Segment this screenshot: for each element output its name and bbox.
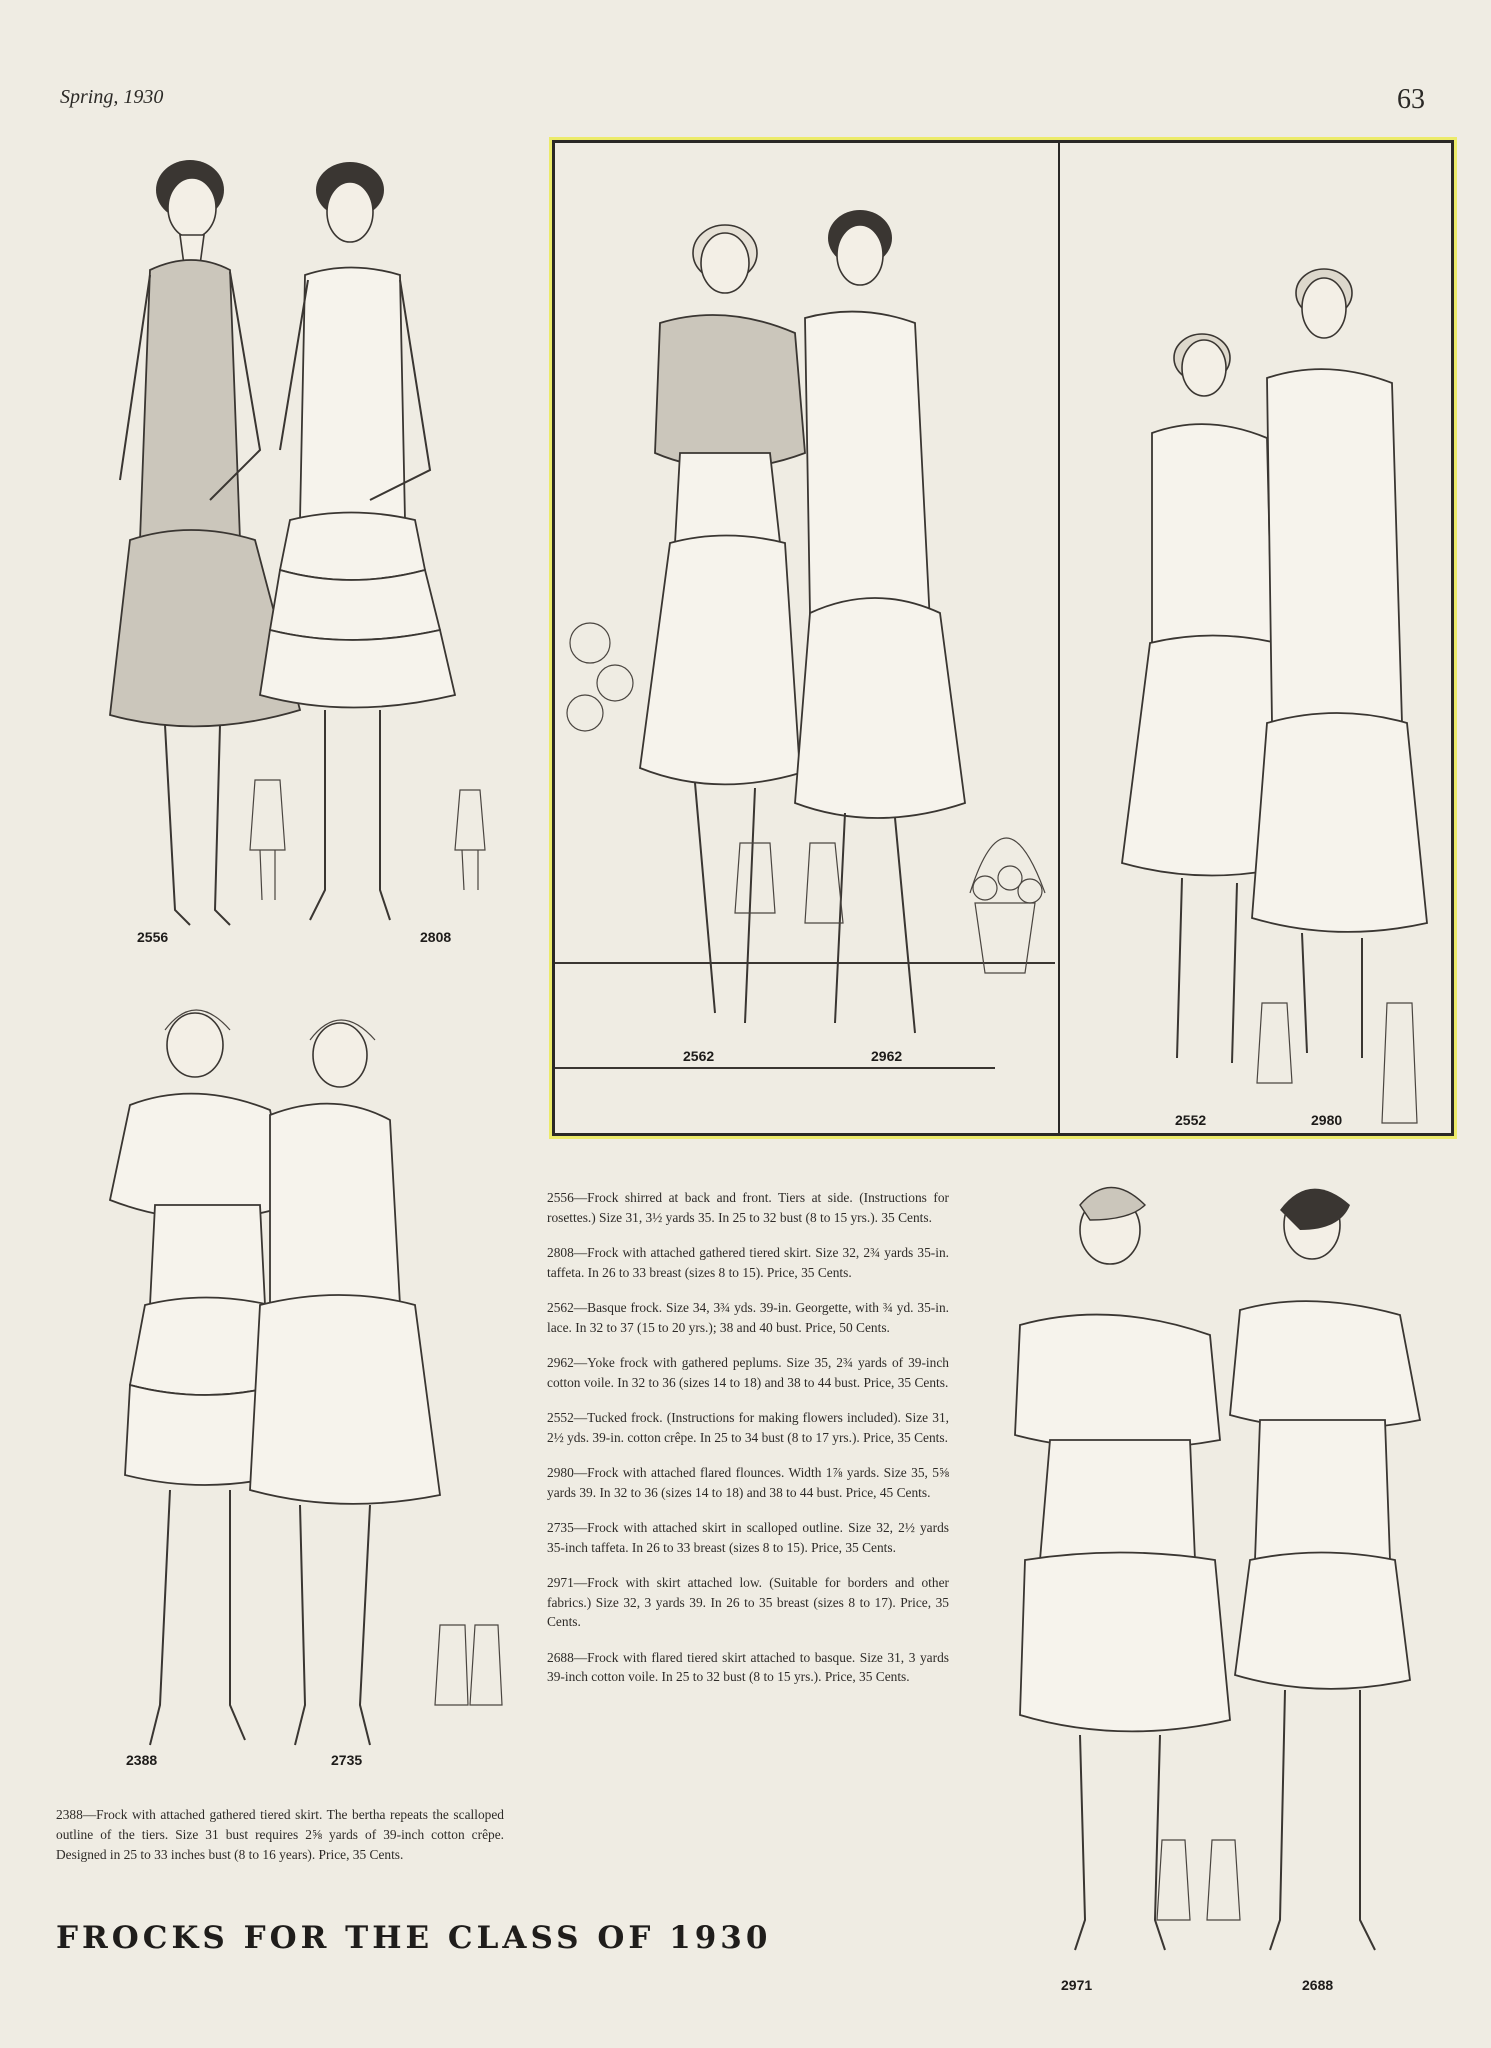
figure-label-2688: 2688 — [1302, 1977, 1334, 1993]
illustration-2552-2980 — [1062, 143, 1446, 1128]
description-2556: 2556—Frock shirred at back and front. Tiers at side. (Instructions for rosettes.) Size 31, 3½ yards 35. In 25 to 32 bust (8 to 15 yrs.). 35 Cents. — [547, 1190, 949, 1225]
page-title: FROCKS FOR THE CLASS OF 1930 — [56, 1920, 772, 1956]
description-2688: 2688—Frock with flared tiered skirt attached to basque. Size 31, 3 yards 39-inch cotton voile. In 25 to 32 bust (8 to 15 yrs.). Price, 35 Cents. — [547, 1649, 949, 1684]
illustration-2388-2735 — [70, 985, 510, 1785]
description-2388: 2388—Frock with attached gathered tiered skirt. The bertha repeats the scalloped outline of the tiers. Size 31 bust requires 2⅝ yards of 39-inch cotton crêpe. Designed in 25 to 33 inches bust (8 to 16 years). Price, 35 Cents. — [56, 1807, 504, 1862]
figure-label-2735: 2735 — [331, 1752, 363, 1768]
figure-label-2962: 2962 — [871, 1048, 903, 1064]
figure-label-2808: 2808 — [420, 929, 452, 945]
figure-label-2552: 2552 — [1175, 1112, 1207, 1128]
figure-label-2971: 2971 — [1061, 1977, 1093, 1993]
figure-label-2388: 2388 — [126, 1752, 158, 1768]
illustration-2556-2808 — [80, 150, 520, 950]
description-2735: 2735—Frock with attached skirt in scalloped outline. Size 32, 2½ yards 35-inch taffeta. In 26 to 33 breast (sizes 8 to 15). Price, 35 Cents. — [547, 1520, 949, 1555]
running-head: Spring, 1930 — [60, 86, 164, 108]
pattern-descriptions — [547, 1188, 949, 1703]
description-2962: 2962—Yoke frock with gathered peplums. Size 35, 2¾ yards of 39-inch cotton voile. In 32 to 36 (sizes 14 to 18) and 38 to 44 bust. Price, 35 Cents. — [547, 1355, 949, 1390]
figure-label-2562: 2562 — [683, 1048, 715, 1064]
figure-label-2980: 2980 — [1311, 1112, 1343, 1128]
description-2552: 2552—Tucked frock. (Instructions for making flowers included). Size 31, 2½ yds. 39-in. cotton crêpe. In 25 to 34 bust (8 to 17 yrs.). Price, 35 Cents. — [547, 1410, 949, 1445]
figure-label-2556: 2556 — [137, 929, 169, 945]
panel-divider — [1058, 140, 1060, 1134]
page-number: 63 — [1397, 84, 1425, 115]
description-2980: 2980—Frock with attached flared flounces. Width 1⅞ yards. Size 35, 5⅝ yards 39. In 32 to 36 (sizes 14 to 18) and 38 to 44 bust. Price, 45 Cents. — [547, 1465, 949, 1500]
illustration-2971-2688 — [980, 1160, 1450, 1980]
description-2808: 2808—Frock with attached gathered tiered skirt. Size 32, 2¾ yards 35-in. taffeta. In 26 to 33 breast (sizes 8 to 15). Price, 35 Cents. — [547, 1245, 949, 1280]
description-2971: 2971—Frock with skirt attached low. (Suitable for borders and other fabrics.) Size 32, 3 yards 39. In 26 to 35 breast (sizes 8 to 17). Price, 35 Cents. — [547, 1575, 949, 1629]
description-2562: 2562—Basque frock. Size 34, 3¾ yds. 39-in. Georgette, with ¾ yd. 35-in. lace. In 32 to 37 (15 to 20 yrs.); 38 and 40 bust. Price, 50 Cents. — [547, 1300, 949, 1335]
illustration-2562-2962 — [555, 143, 1055, 1128]
